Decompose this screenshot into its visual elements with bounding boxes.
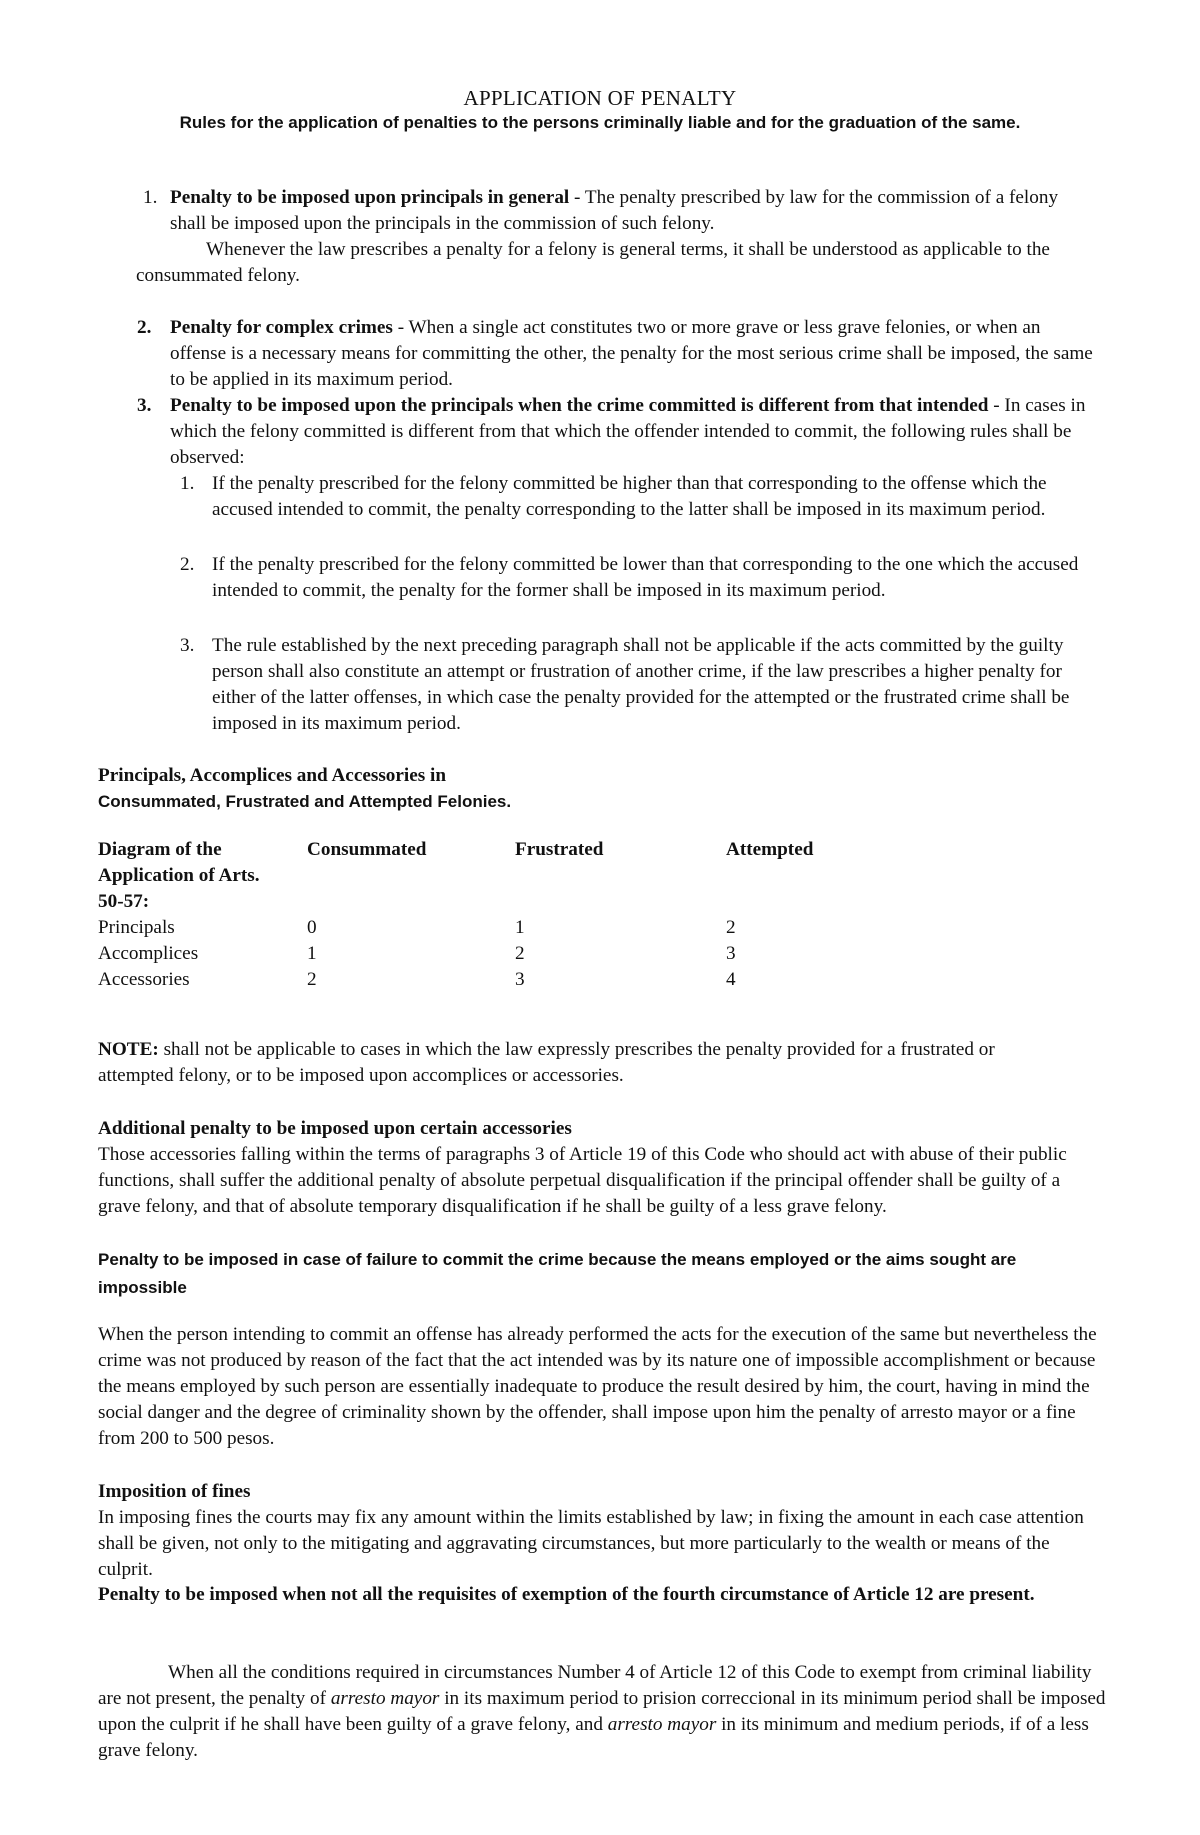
- principals-heading-line-1: Principals, Accomplices and Accessories in: [98, 765, 447, 786]
- rule-2-text: If the penalty prescribed for the felony committed be lower than that corresponding to the one which the accused intended to commit, the penalty for the former shall be imposed in its maximum period.: [212, 554, 1079, 601]
- table-row-label: Accessories: [98, 969, 190, 990]
- principals-heading-line-2: Consummated, Frustrated and Attempted Felonies.: [98, 792, 512, 811]
- requisites-italic-2: arresto mayor: [607, 1714, 717, 1735]
- impossible-text: When the person intending to commit an offense has already performed the acts for the execution of the same but nevertheless the crime was not produced by reason of the fact that the act intended was by its nature one of impossible accomplishment or because the means employed by such person are essentially inadequate to produce the result desired by him, the court, having in mind the social danger and the degree of criminality shown by the offender, shall impose upon him the penalty of arresto mayor or a fine from 200 to 500 pesos.: [98, 1324, 1097, 1449]
- section-2-text: - When a single act constitutes two or more grave or less grave felonies, or when an offense is a necessary means for committing the other, the penalty for the most serious crime shall be imposed, the same to be applied in its maximum period.: [170, 317, 1093, 390]
- section-1-heading: Penalty to be imposed upon principals in general: [170, 187, 570, 208]
- note-text: shall not be applicable to cases in which the law expressly prescribes the penalty provided for a frustrated or attempted felony, or to be imposed upon accomplices or accessories.: [98, 1039, 995, 1086]
- table-cell: 3: [515, 969, 525, 990]
- section-2-heading: Penalty for complex crimes: [170, 317, 393, 338]
- table-row-label: Principals: [98, 917, 175, 938]
- rule-1-number: 1.: [180, 473, 195, 494]
- section-2-paragraph: [170, 315, 1095, 393]
- note-label: NOTE:: [98, 1039, 159, 1060]
- table-cell: 2: [726, 917, 736, 938]
- section-2-number: 2.: [137, 317, 152, 338]
- impossible-heading: Penalty to be imposed in case of failure to commit the crime because the means employed or the aims sought are impossible: [98, 1250, 1017, 1297]
- section-1-text: - The penalty prescribed by law for the commission of a felony shall be imposed upon the principals in the commission of such felony.: [170, 187, 1059, 234]
- requisites-text-b: in its maximum period to prision correccional in its minimum period shall be imposed upon the culprit if he shall have been guilty of a grave felony, and: [98, 1688, 1106, 1735]
- table-cell: 2: [515, 943, 525, 964]
- table-header-frustrated: Frustrated: [515, 839, 604, 860]
- requisites-italic-1: arresto mayor: [330, 1688, 440, 1709]
- table-cell: 1: [515, 917, 525, 938]
- table-row-label: Accomplices: [98, 943, 199, 964]
- additional-heading: Additional penalty to be imposed upon certain accessories: [98, 1118, 572, 1139]
- requisites-text-a: When all the conditions required in circumstances Number 4 of Article 12 of this Code to exempt from criminal liability are not present, the penalty of: [98, 1662, 1092, 1709]
- table-cell: 0: [307, 917, 317, 938]
- requisites-heading: Penalty to be imposed when not all the requisites of exemption of the fourth circumstance of Article 12 are present.: [98, 1584, 1035, 1605]
- fines-heading: Imposition of fines: [98, 1481, 251, 1502]
- rule-3-number: 3.: [180, 635, 195, 656]
- rule-3-text: The rule established by the next preceding paragraph shall not be applicable if the acts committed by the guilty person shall also constitute an attempt or frustration of another crime, if the law prescribes a higher penalty for either of the latter offenses, in which case the penalty provided for the attempted or the frustrated crime shall be imposed in its maximum period.: [212, 635, 1070, 734]
- table-cell: 3: [726, 943, 736, 964]
- rule-1-text: If the penalty prescribed for the felony committed be higher than that corresponding to the offense which the accused intended to commit, the penalty corresponding to the latter shall be imposed in its maximum period.: [212, 473, 1047, 520]
- table-header-consummated: Consummated: [307, 839, 427, 860]
- table-cell: 1: [307, 943, 317, 964]
- section-3-text: - In cases in which the felony committed is different from that which the offender intended to commit, the following rules shall be observed:: [170, 395, 1086, 468]
- section-3-heading: Penalty to be imposed upon the principals when the crime committed is different from that intended: [170, 395, 989, 416]
- table-header-attempted: Attempted: [726, 839, 814, 860]
- section-3-paragraph: [170, 393, 1095, 471]
- note-paragraph: [98, 1037, 1058, 1089]
- requisites-text: [98, 1660, 1110, 1764]
- section-1-paragraph-2: Whenever the law prescribes a penalty for a felony is general terms, it shall be understood as applicable to the consummated felony.: [136, 239, 1050, 286]
- table-cell: 2: [307, 969, 317, 990]
- table-cell: 4: [726, 969, 736, 990]
- section-1-paragraph: [170, 185, 1075, 237]
- table-header-diagram: Diagram of the Application of Arts. 50-57:: [98, 839, 260, 912]
- page-title: APPLICATION OF PENALTY: [463, 86, 737, 110]
- fines-text: In imposing fines the courts may fix any amount within the limits established by law; in fixing the amount in each case attention shall be given, not only to the mitigating and aggravating circumstances, but more particularly to the wealth or means of the culprit.: [98, 1507, 1084, 1580]
- section-1-number: 1.: [143, 187, 158, 208]
- additional-text: Those accessories falling within the terms of paragraphs 3 of Article 19 of this Code who should act with abuse of their public functions, shall suffer the additional penalty of absolute perpetual disqualification if the principal offender shall be guilty of a grave felony, and that of absolute temporary disqualification if he shall be guilty of a less grave felony.: [98, 1144, 1067, 1217]
- page-subtitle: Rules for the application of penalties to the persons criminally liable and for the graduation of the same.: [179, 113, 1021, 132]
- requisites-text-c: in its minimum and medium periods, if of a less grave felony.: [98, 1714, 1089, 1761]
- rule-2-number: 2.: [180, 554, 195, 575]
- section-3-number: 3.: [137, 395, 152, 416]
